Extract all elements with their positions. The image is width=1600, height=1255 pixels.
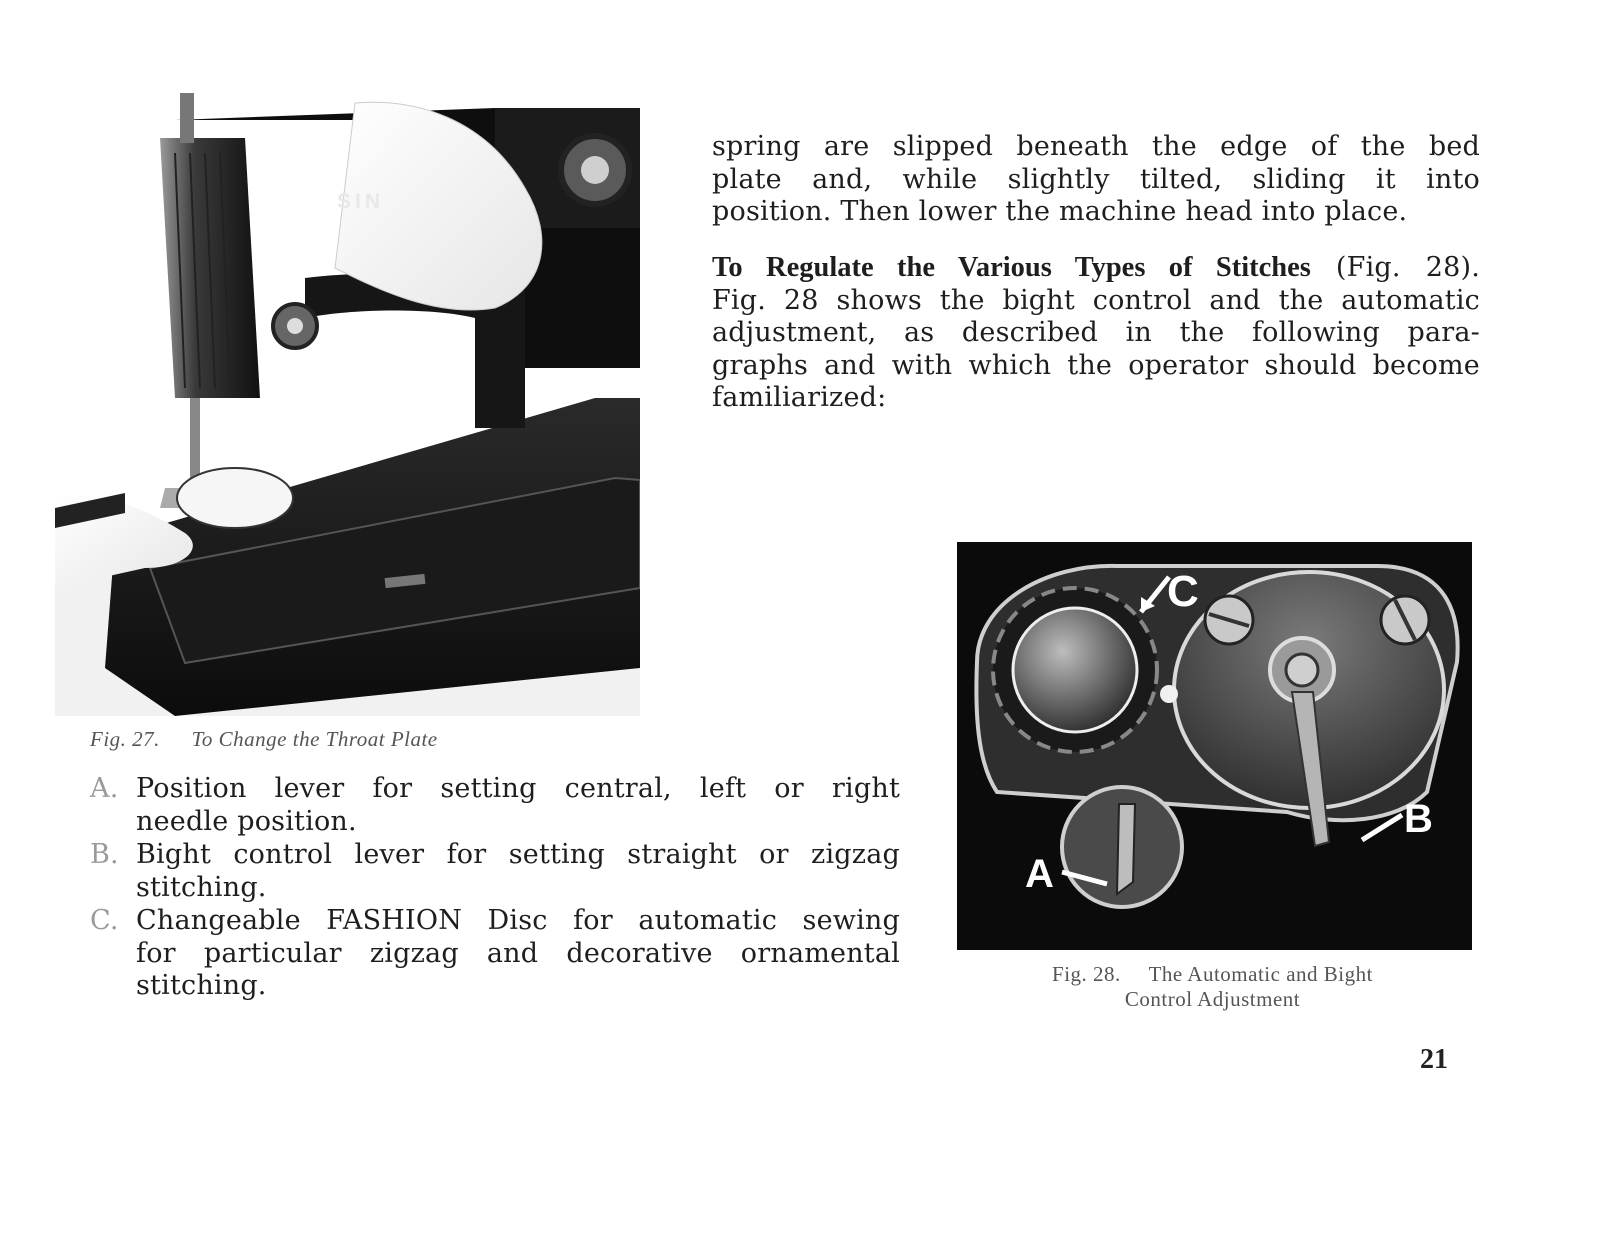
page-number: 21 bbox=[1420, 1044, 1448, 1075]
text-line: adjustment, as described in the following para- bbox=[712, 317, 1480, 348]
text-line: plate and, while slightly tilted, sliding it into bbox=[712, 163, 1480, 195]
figure-27-photo bbox=[55, 68, 640, 716]
callout-c-label: C bbox=[1167, 567, 1199, 616]
legend-item-b bbox=[90, 839, 900, 904]
machine-brand-label: SIN bbox=[337, 190, 385, 213]
text-line: position. Then lower the machine head into place. bbox=[712, 196, 1408, 227]
legend-text-line: Bight control lever for setting straight or zigzag bbox=[136, 839, 900, 870]
figure-28-caption-line2: Control Adjustment bbox=[1124, 987, 1301, 1011]
legend-text-line: for particular zigzag and decorative ornamental bbox=[136, 937, 900, 969]
figure-28-caption-line1: The Automatic and Bight bbox=[1148, 962, 1373, 986]
legend-item-a bbox=[90, 773, 900, 838]
fashion-disc-knob bbox=[993, 588, 1157, 752]
figure-28-photo bbox=[957, 542, 1472, 950]
figure-27-caption bbox=[90, 727, 438, 752]
paragraph-continuation bbox=[712, 131, 1480, 229]
legend-text-line: stitching. bbox=[136, 871, 267, 903]
figure-27-caption-text: To Change the Throat Plate bbox=[191, 727, 438, 751]
text-line: spring are slipped beneath the edge of the bed bbox=[712, 131, 1480, 162]
legend-text-line: Changeable FASHION Disc for automatic sewing bbox=[136, 905, 900, 936]
legend-letter: C. bbox=[90, 905, 119, 936]
legend-text-line: stitching. bbox=[136, 970, 267, 1001]
figure-27-number: Fig. 27. bbox=[90, 727, 160, 751]
legend-letter: A. bbox=[90, 773, 119, 804]
bight-control-illustration bbox=[957, 542, 1472, 950]
text-line: Fig. 28 shows the bight control and the automatic bbox=[712, 284, 1480, 316]
callout-a-label: A bbox=[1025, 852, 1054, 896]
callout-b-label: B bbox=[1404, 797, 1433, 841]
figure-28-number: Fig. 28. bbox=[1052, 962, 1121, 986]
figure-28-caption bbox=[975, 962, 1450, 1012]
text-line: graphs and with which the operator should become bbox=[712, 349, 1480, 381]
section-heading: To Regulate the Various Types of Stitches bbox=[712, 252, 1311, 283]
legend-text-line: needle position. bbox=[136, 805, 357, 837]
legend-text-line: Position lever for setting central, left or right bbox=[136, 773, 900, 804]
legend-item-c bbox=[90, 905, 900, 1003]
text-line: familiarized: bbox=[712, 382, 887, 413]
sewing-machine-illustration bbox=[55, 68, 640, 716]
needle-position-lever bbox=[1062, 787, 1182, 907]
legend-letter: B. bbox=[90, 839, 119, 870]
stitch-regulation-section bbox=[712, 252, 1480, 415]
section-heading-figure-ref: (Fig. 28). bbox=[1335, 252, 1480, 283]
